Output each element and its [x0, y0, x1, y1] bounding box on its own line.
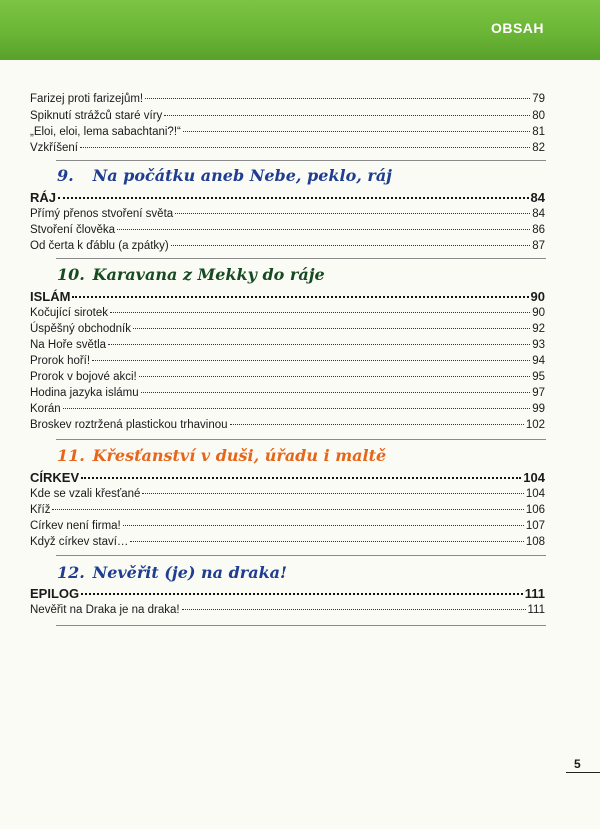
chapter-heading[interactable]	[57, 563, 287, 582]
toc-entry[interactable]	[30, 604, 545, 620]
chapter-heading[interactable]	[57, 166, 392, 185]
toc-part-page: 104	[523, 470, 545, 485]
chapter-number: 11.	[57, 446, 85, 465]
toc-part[interactable]	[30, 470, 545, 486]
leader-dots	[123, 525, 524, 526]
toc-entry-label: Broskev roztržená plastickou trhavinou	[30, 419, 228, 431]
toc-entry[interactable]	[30, 355, 545, 371]
leader-dots	[81, 593, 523, 595]
chapter-number: 9.	[57, 166, 74, 185]
leader-dots	[80, 147, 530, 148]
chapter-title: Karavana z Mekky do ráje	[92, 265, 325, 284]
toc-entry-label: Kříž	[30, 504, 51, 516]
toc-entry-label: Od čerta k ďáblu (a zpátky)	[30, 240, 169, 252]
toc-entry-page: 97	[532, 387, 545, 399]
leader-dots	[142, 493, 523, 494]
toc-entry-label: Církev není firma!	[30, 520, 121, 532]
toc-entry-page: 87	[532, 240, 545, 252]
toc-entry-label: Spiknutí strážců staré víry	[30, 110, 163, 122]
toc-entry-page: 81	[532, 126, 545, 138]
toc-part-label: ISLÁM	[30, 289, 71, 304]
leader-dots	[110, 312, 530, 313]
toc-entry-page: 99	[532, 403, 545, 415]
leader-dots	[58, 197, 529, 199]
toc-part-page: 111	[524, 586, 545, 601]
leader-dots	[92, 360, 530, 361]
toc-entry-page: 111	[527, 604, 545, 616]
leader-dots	[133, 328, 530, 329]
toc-entry-page: 107	[525, 520, 545, 532]
toc-entry[interactable]	[30, 307, 545, 323]
leader-dots	[171, 245, 530, 246]
leader-dots	[139, 376, 530, 377]
toc-entry-page: 106	[525, 504, 545, 516]
section-divider	[56, 439, 546, 440]
leader-dots	[182, 609, 526, 610]
section-divider	[56, 625, 546, 626]
toc-entry-label: Na Hoře světla	[30, 339, 107, 351]
leader-dots	[72, 296, 528, 298]
toc-entry-label: Kočující sirotek	[30, 307, 108, 319]
toc-entry-page: 104	[525, 488, 545, 500]
toc-entry-page: 94	[532, 355, 545, 367]
toc-entry[interactable]	[30, 520, 545, 536]
toc-entry[interactable]	[30, 536, 545, 552]
toc-entry-label: Kde se vzali křesťané	[30, 488, 141, 500]
header-bar	[0, 0, 600, 60]
toc-entry[interactable]	[30, 387, 545, 403]
chapter-title: Křesťanství v duši, úřadu i maltě	[92, 446, 387, 465]
toc-entry[interactable]	[30, 126, 545, 142]
leader-dots	[130, 541, 523, 542]
toc-entry-page: 102	[525, 419, 545, 431]
chapter-number: 12.	[57, 563, 85, 582]
toc-part[interactable]	[30, 289, 545, 305]
toc-entry-page: 79	[532, 93, 545, 105]
chapter-heading[interactable]	[57, 446, 386, 465]
leader-dots	[108, 344, 530, 345]
toc-entry-page: 95	[532, 371, 545, 383]
toc-entry-page: 92	[532, 323, 545, 335]
chapter-title: Na počátku aneb Nebe, peklo, ráj	[92, 166, 392, 185]
toc-entry-page: 86	[532, 224, 545, 236]
leader-dots	[52, 509, 523, 510]
toc-entry[interactable]	[30, 403, 545, 419]
toc-part-page: 84	[530, 190, 545, 205]
toc-entry[interactable]	[30, 419, 545, 435]
toc-part[interactable]	[30, 586, 545, 602]
chapter-title: Nevěřit (je) na draka!	[92, 563, 288, 582]
toc-entry-label: Farizej proti farizejům!	[30, 93, 144, 105]
toc-entry-label: Korán	[30, 403, 61, 415]
leader-dots	[63, 408, 531, 409]
toc-entry-label: „Eloi, eloi, lema sabachtani?!“	[30, 126, 181, 138]
chapter-heading[interactable]	[57, 265, 325, 284]
toc-entry-label: Prorok hoří!	[30, 355, 91, 367]
section-title: OBSAH	[490, 20, 544, 36]
toc-entry-label: Vzkříšení	[30, 142, 78, 154]
page-number: 5	[574, 757, 581, 771]
toc-entry-label: Hodina jazyka islámu	[30, 387, 139, 399]
toc-entry[interactable]	[30, 110, 545, 126]
toc-part-label: EPILOG	[30, 586, 80, 601]
chapter-number: 10.	[57, 265, 85, 284]
leader-dots	[145, 98, 530, 99]
leader-dots	[81, 477, 521, 479]
toc-entry-label: Stvoření člověka	[30, 224, 116, 236]
toc-entry[interactable]	[30, 142, 545, 158]
toc-entry-label: Nevěřit na Draka je na draka!	[30, 604, 180, 616]
toc-entry[interactable]	[30, 504, 545, 520]
toc-entry[interactable]	[30, 93, 545, 109]
toc-entry[interactable]	[30, 208, 545, 224]
toc-part-label: RÁJ	[30, 190, 57, 205]
page-number-rule	[566, 772, 600, 773]
toc-entry-page: 82	[532, 142, 545, 154]
toc-entry-page: 108	[525, 536, 545, 548]
leader-dots	[230, 424, 524, 425]
leader-dots	[175, 213, 530, 214]
section-divider	[56, 555, 546, 556]
toc-entry[interactable]	[30, 224, 545, 240]
toc-entry[interactable]	[30, 371, 545, 387]
toc-entry[interactable]	[30, 240, 545, 256]
section-divider	[56, 258, 546, 259]
toc-entry[interactable]	[30, 339, 545, 355]
leader-dots	[164, 115, 530, 116]
toc-part[interactable]	[30, 190, 545, 206]
leader-dots	[117, 229, 530, 230]
toc-entry-page: 93	[532, 339, 545, 351]
toc-entry-page: 84	[532, 208, 545, 220]
toc-entry-page: 80	[532, 110, 545, 122]
toc-entry[interactable]	[30, 488, 545, 504]
leader-dots	[141, 392, 531, 393]
toc-entry-label: Přímý přenos stvoření světa	[30, 208, 174, 220]
toc-part-label: CÍRKEV	[30, 470, 80, 485]
toc-entry[interactable]	[30, 323, 545, 339]
toc-part-page: 90	[530, 289, 545, 304]
section-divider	[56, 160, 546, 161]
toc-entry-label: Úspěšný obchodník	[30, 323, 132, 335]
toc-entry-label: Když církev staví…	[30, 536, 129, 548]
toc-entry-label: Prorok v bojové akci!	[30, 371, 137, 383]
leader-dots	[183, 131, 530, 132]
toc-entry-page: 90	[532, 307, 545, 319]
